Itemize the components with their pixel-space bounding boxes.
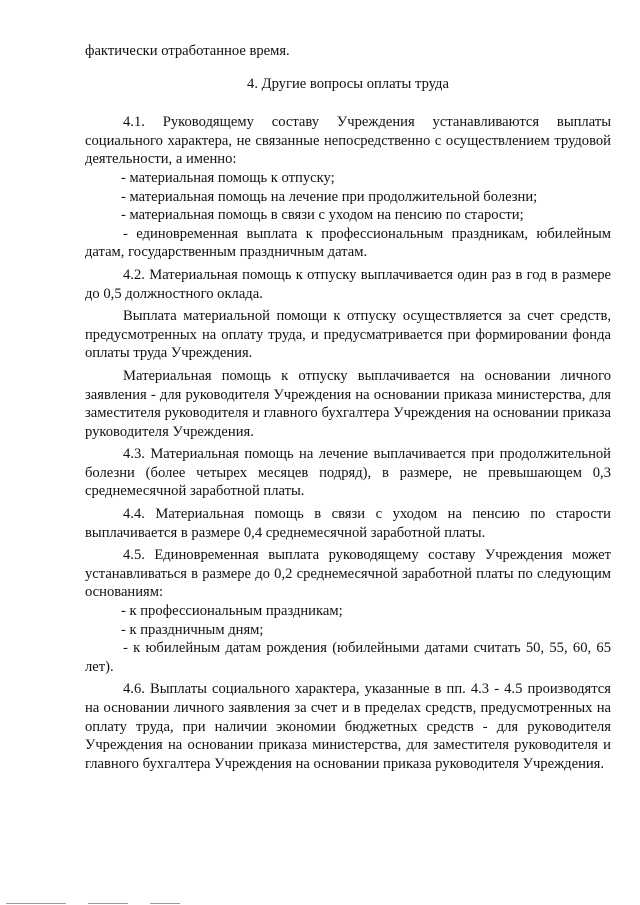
list-item-last: - единовременная выплата к профессиональным праздникам, юбилейным датам, государственным праздничным датам. <box>85 225 611 261</box>
paragraph-4-2-c: Материальная помощь к отпуску выплачивается на основании личного заявления - для руководителя Учреждения на основании приказа министерства, для заместителя руководителя и главного бухгалтера Учреждения на основании приказа руководителя Учреждения. <box>85 367 611 440</box>
list-item: - к профессиональным праздникам; <box>121 603 343 620</box>
paragraph-4-3: 4.3. Материальная помощь на лечение выплачивается при продолжительной болезни (более четырех месяцев подряд), в размере, не превышающем 0,3 среднемесячной заработной платы. <box>85 446 611 500</box>
list-item: - материальная помощь на лечение при продолжительной болезни; <box>121 188 538 205</box>
paragraph-4-1: 4.1. Руководящему составу Учреждения устанавливаются выплаты социального характера, не связанные непосредственно с осуществлением трудовой деятельности, а именно: <box>85 114 611 168</box>
paragraph-4-5: 4.5. Единовременная выплата руководящему составу Учреждения может устанавливаться в размере до 0,2 среднемесячной заработной платы по следующим основаниям: <box>85 547 611 601</box>
paragraph-4-2: 4.2. Материальная помощь к отпуску выплачивается один раз в год в размере до 0,5 должностного оклада. <box>85 266 611 302</box>
list-item: - материальная помощь в связи с уходом на пенсию по старости; <box>121 207 524 224</box>
paragraph-4-2-b: Выплата материальной помощи к отпуску осуществляется за счет средств, предусмотренных на оплату труда, и предусматривается при формировании фонда оплаты труда Учреждения. <box>85 308 611 362</box>
paragraph-4-6: 4.6. Выплаты социального характера, указанные в пп. 4.3 - 4.5 производятся на основании личного заявления за счет и в пределах средств, предусмотренных на оплату труда, при наличии экономии бюджетных средств - для руководителя Учреждения на основании приказа министерства, для заместителя руководителя и главного бухгалтера Учреждения на основании приказа руководителя Учреждения. <box>85 681 611 772</box>
paragraph-4-4: 4.4. Материальная помощь в связи с уходом на пенсию по старости выплачивается в размере 0,4 среднемесячной заработной платы. <box>85 506 611 541</box>
list-item: - к праздничным дням; <box>121 621 264 638</box>
document-body <box>85 42 611 773</box>
continuation-text: фактически отработанное время. <box>85 43 290 59</box>
list-item: - материальная помощь к отпуску; <box>121 169 335 186</box>
scan-edge-marks <box>0 897 640 905</box>
section-title: 4. Другие вопросы оплаты труда <box>247 75 449 92</box>
list-item-last: - к юбилейным датам рождения (юбилейными датами считать 50, 55, 60, 65 лет). <box>85 640 611 675</box>
